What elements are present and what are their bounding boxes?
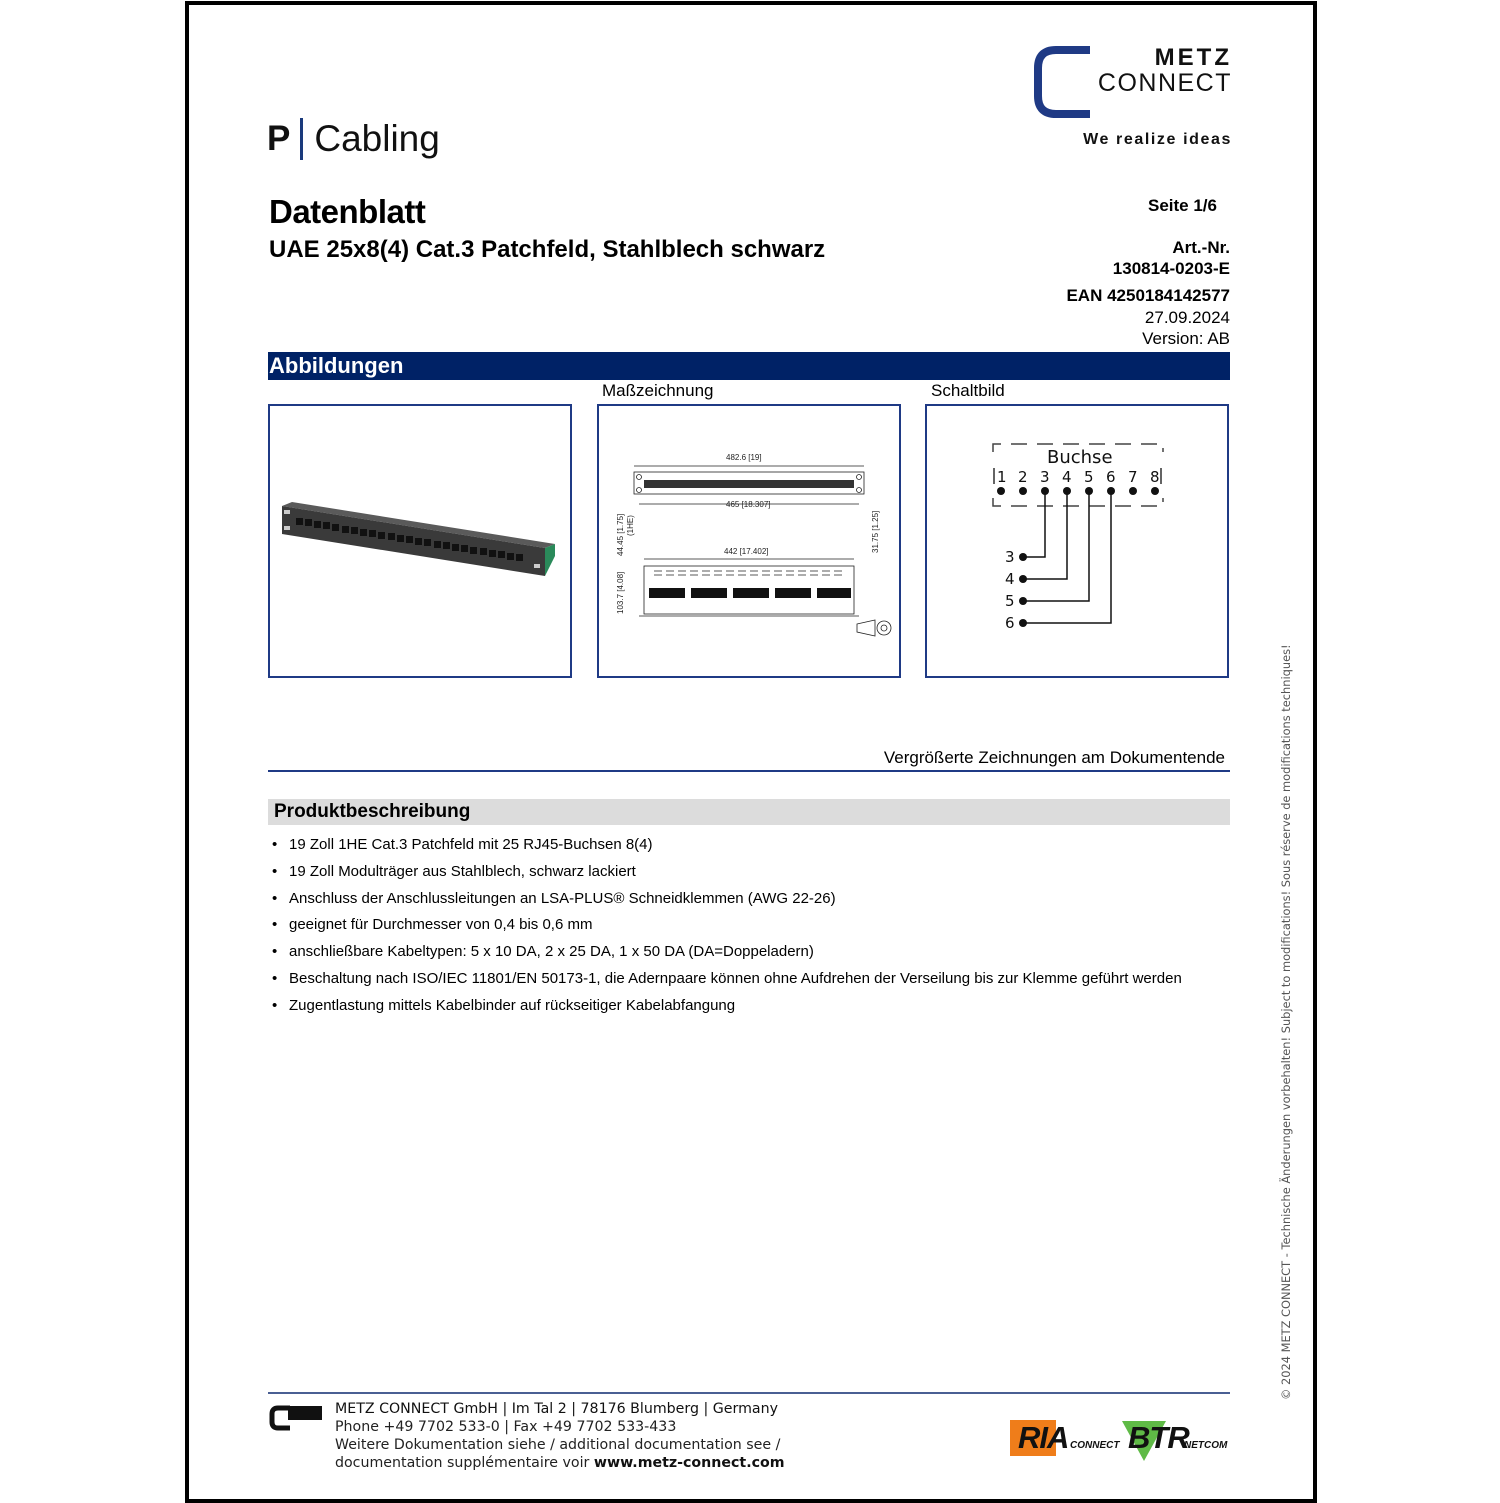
footer-logo-icon [268, 1404, 324, 1432]
svg-text:44.45 [1.75]: 44.45 [1.75] [616, 513, 625, 556]
category-label [267, 118, 440, 160]
svg-text:5: 5 [1084, 468, 1094, 486]
logo-connect: CONNECT [1097, 69, 1232, 97]
svg-text:4: 4 [1062, 468, 1072, 486]
list-item: • geeignet für Durchmesser von 0,4 bis 0,6 mm [272, 916, 593, 934]
list-item: • Anschluss der Anschlussleitungen an LSA-PLUS® Schneidklemmen (AWG 22-26) [272, 889, 836, 907]
category-divider [300, 118, 303, 160]
svg-text:(1HE): (1HE) [626, 515, 635, 536]
page-title: Datenblatt [269, 193, 426, 230]
svg-text:4: 4 [1005, 570, 1015, 588]
footer-company: METZ CONNECT GmbH | Im Tal 2 | 78176 Blumberg | Germany [335, 1401, 778, 1417]
svg-text:3: 3 [1005, 548, 1015, 566]
list-item: • Beschaltung nach ISO/IEC 11801/EN 50173-1, die Adernpaare können ohne Aufdrehen der Verseilung bis zur Klemme geführt werden [272, 969, 1182, 987]
website-link[interactable]: www.metz-connect.com [593, 1455, 785, 1471]
product-photo-frame [268, 404, 572, 678]
ria-logo: RIA [1018, 1420, 1069, 1455]
wiring-schematic [927, 406, 1227, 676]
svg-text:465 [18.307]: 465 [18.307] [726, 500, 771, 509]
svg-text:5: 5 [1005, 592, 1015, 610]
btr-logo: BTR [1128, 1420, 1189, 1455]
svg-text:442 [17.402]: 442 [17.402] [724, 547, 769, 556]
category-name: Cabling [314, 118, 440, 159]
product-title: UAE 25x8(4) Cat.3 Patchfeld, Stahlblech schwarz [269, 236, 826, 263]
category-prefix: P [267, 119, 291, 158]
footer-doc-note: Weitere Dokumentation siehe / additional documentation see / [335, 1437, 781, 1453]
doc-date: 27.09.2024 [1144, 308, 1230, 327]
footer-divider [268, 1392, 1230, 1394]
svg-text:8: 8 [1150, 468, 1160, 486]
svg-text:2: 2 [1018, 468, 1028, 486]
logo-metz: METZ [1154, 44, 1232, 71]
ria-logo-sub: CONNECT [1070, 1440, 1120, 1451]
list-item: • Zugentlastung mittels Kabelbinder auf rückseitiger Kabelabfangung [272, 996, 736, 1014]
dimension-drawing-frame [597, 404, 901, 678]
footer-phone: Phone +49 7702 533-0 | Fax +49 7702 533-433 [335, 1419, 677, 1435]
svg-text:6: 6 [1106, 468, 1116, 486]
description-list [272, 834, 1182, 1022]
svg-text:1: 1 [997, 468, 1007, 486]
footer-doc-note-fr: documentation supplémentaire voir www.metz-connect.com [335, 1455, 785, 1471]
svg-text:7: 7 [1128, 468, 1138, 486]
drawings-note: Vergrößerte Zeichnungen am Dokumentende [883, 748, 1225, 767]
svg-text:103.7 [4.08]: 103.7 [4.08] [616, 571, 625, 614]
svg-text:482.6 [19]: 482.6 [19] [726, 453, 762, 462]
page-number: Seite 1/6 [1148, 196, 1217, 215]
patch-panel-photo [270, 406, 570, 676]
list-item: • 19 Zoll Modulträger aus Stahlblech, schwarz lackiert [272, 862, 636, 880]
figure-label-dimension: Maßzeichnung [602, 381, 714, 400]
svg-text:Buchse: Buchse [1047, 447, 1113, 468]
svg-text:31.75 [1.25]: 31.75 [1.25] [871, 510, 880, 553]
section-header-figures: Abbildungen [268, 352, 1230, 380]
ean-number: EAN 4250184142577 [1066, 286, 1230, 305]
btr-logo-sub: NETCOM [1184, 1440, 1228, 1451]
art-label: Art.-Nr. [1172, 238, 1230, 257]
figure-label-schematic: Schaltbild [931, 381, 1005, 400]
section-header-description: Produktbeschreibung [268, 799, 1230, 825]
list-item: • 19 Zoll 1HE Cat.3 Patchfeld mit 25 RJ45-Buchsen 8(4) [272, 836, 653, 853]
doc-version: Version: AB [1142, 329, 1230, 348]
art-number: 130814-0203-E [1112, 259, 1230, 278]
section-divider [268, 770, 1230, 772]
svg-text:6: 6 [1005, 614, 1015, 632]
logo-tagline: We realize ideas [1083, 131, 1232, 148]
dimension-drawing [599, 406, 899, 676]
svg-text:3: 3 [1040, 468, 1050, 486]
schematic-frame [925, 404, 1229, 678]
list-item: • anschließbare Kabeltypen: 5 x 10 DA, 2 x 25 DA, 1 x 50 DA (DA=Doppeladern) [272, 943, 814, 961]
copyright-side-note: © 2024 METZ CONNECT - Technische Änderungen vorbehalten! Subject to modifications! Sous réserve de modifications techniques! [1279, 644, 1293, 1400]
